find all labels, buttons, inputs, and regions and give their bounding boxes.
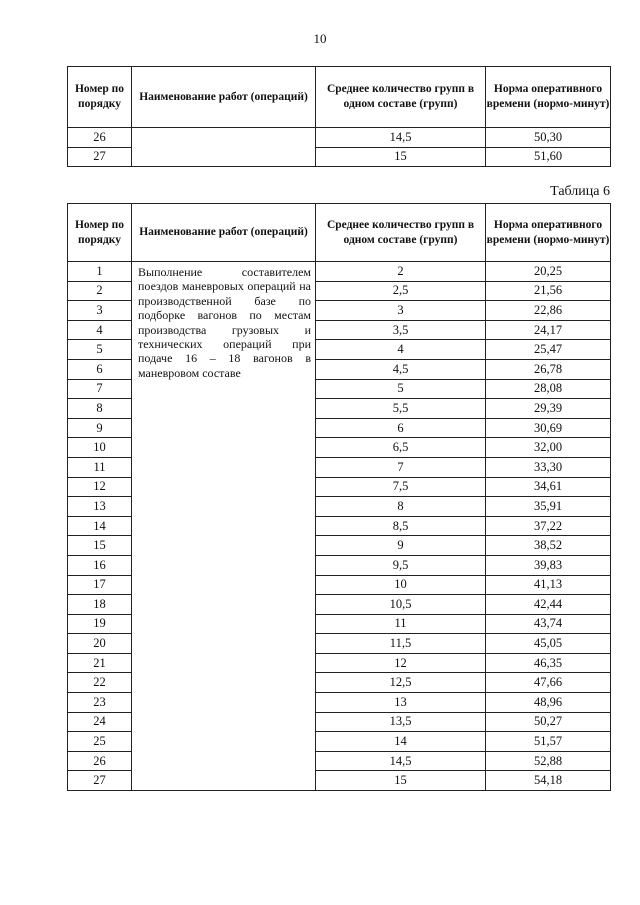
header-avg-groups: Среднее количество групп в одном составе (групп) — [316, 204, 486, 262]
avg-groups-value: 7 — [316, 457, 486, 477]
header-norm-time: Норма оперативного времени (нормо-минут) — [486, 204, 611, 262]
avg-groups-value: 8 — [316, 497, 486, 517]
continued-table-body — [68, 128, 611, 167]
norm-time-value: 52,88 — [486, 751, 611, 771]
work-description — [132, 128, 316, 167]
row-number: 17 — [68, 575, 132, 595]
norm-time-value: 54,18 — [486, 771, 611, 791]
avg-groups-value: 8,5 — [316, 516, 486, 536]
avg-groups-value: 9,5 — [316, 555, 486, 575]
norm-time-value: 21,56 — [486, 281, 611, 301]
avg-groups-value: 3 — [316, 301, 486, 321]
header-number: Номер по порядку — [68, 67, 132, 128]
norm-time-value: 29,39 — [486, 399, 611, 419]
norm-time-value: 24,17 — [486, 320, 611, 340]
row-number: 1 — [68, 262, 132, 282]
norm-time-value: 37,22 — [486, 516, 611, 536]
avg-groups-value: 5 — [316, 379, 486, 399]
continued-table — [67, 66, 611, 167]
row-number: 12 — [68, 477, 132, 497]
table-row — [68, 262, 611, 282]
header-work-name: Наименование работ (операций) — [132, 67, 316, 128]
norm-time-value: 48,96 — [486, 693, 611, 713]
row-number: 22 — [68, 673, 132, 693]
row-number: 26 — [68, 751, 132, 771]
avg-groups-value: 14,5 — [316, 751, 486, 771]
norm-time-value: 42,44 — [486, 595, 611, 615]
row-number: 18 — [68, 595, 132, 615]
table-row — [68, 128, 611, 148]
row-number: 26 — [68, 128, 132, 148]
header-avg-groups: Среднее количество групп в одном составе (групп) — [316, 67, 486, 128]
avg-groups-value: 4 — [316, 340, 486, 360]
avg-groups-value: 5,5 — [316, 399, 486, 419]
avg-groups-value: 15 — [316, 147, 486, 167]
avg-groups-value: 13 — [316, 693, 486, 713]
avg-groups-value: 15 — [316, 771, 486, 791]
avg-groups-value: 11,5 — [316, 634, 486, 654]
row-number: 27 — [68, 147, 132, 167]
norm-time-value: 50,30 — [486, 128, 611, 148]
page-number: 10 — [313, 31, 327, 46]
row-number: 21 — [68, 653, 132, 673]
avg-groups-value: 9 — [316, 536, 486, 556]
avg-groups-value: 2 — [316, 262, 486, 282]
header-work-name: Наименование работ (операций) — [132, 204, 316, 262]
header-row — [68, 67, 611, 128]
row-number: 11 — [68, 457, 132, 477]
header-row — [68, 204, 611, 262]
norm-time-value: 28,08 — [486, 379, 611, 399]
row-number: 24 — [68, 712, 132, 732]
row-number: 4 — [68, 320, 132, 340]
avg-groups-value: 14,5 — [316, 128, 486, 148]
norm-time-value: 46,35 — [486, 653, 611, 673]
norm-time-value: 20,25 — [486, 262, 611, 282]
norm-time-value: 34,61 — [486, 477, 611, 497]
norm-time-value: 35,91 — [486, 497, 611, 517]
avg-groups-value: 10 — [316, 575, 486, 595]
norm-time-value: 41,13 — [486, 575, 611, 595]
row-number: 27 — [68, 771, 132, 791]
avg-groups-value: 7,5 — [316, 477, 486, 497]
norm-time-value: 43,74 — [486, 614, 611, 634]
norm-time-value: 50,27 — [486, 712, 611, 732]
row-number: 23 — [68, 693, 132, 713]
norm-time-value: 38,52 — [486, 536, 611, 556]
norm-time-value: 45,05 — [486, 634, 611, 654]
header-norm-time: Норма оперативного времени (нормо-минут) — [486, 67, 611, 128]
row-number: 6 — [68, 359, 132, 379]
avg-groups-value: 4,5 — [316, 359, 486, 379]
row-number: 14 — [68, 516, 132, 536]
row-number: 7 — [68, 379, 132, 399]
row-number: 3 — [68, 301, 132, 321]
row-number: 13 — [68, 497, 132, 517]
row-number: 2 — [68, 281, 132, 301]
avg-groups-value: 12,5 — [316, 673, 486, 693]
table-6-body — [68, 262, 611, 791]
avg-groups-value: 3,5 — [316, 320, 486, 340]
row-number: 5 — [68, 340, 132, 360]
row-number: 10 — [68, 438, 132, 458]
norm-time-value: 39,83 — [486, 555, 611, 575]
norm-time-value: 30,69 — [486, 418, 611, 438]
table-6 — [67, 203, 611, 791]
avg-groups-value: 12 — [316, 653, 486, 673]
norm-time-value: 26,78 — [486, 359, 611, 379]
work-description: Выполнение составителем поездов маневровых операций на производственной базе по подборке вагонов по местам производства грузовых и технических операций при подаче 16 – 18 вагонов в маневровом составе — [132, 262, 316, 791]
row-number: 20 — [68, 634, 132, 654]
row-number: 25 — [68, 732, 132, 752]
norm-time-value: 32,00 — [486, 438, 611, 458]
norm-time-value: 51,57 — [486, 732, 611, 752]
avg-groups-value: 2,5 — [316, 281, 486, 301]
avg-groups-value: 14 — [316, 732, 486, 752]
avg-groups-value: 6 — [316, 418, 486, 438]
norm-time-value: 22,86 — [486, 301, 611, 321]
norm-time-value: 47,66 — [486, 673, 611, 693]
row-number: 15 — [68, 536, 132, 556]
avg-groups-value: 6,5 — [316, 438, 486, 458]
row-number: 19 — [68, 614, 132, 634]
row-number: 8 — [68, 399, 132, 419]
avg-groups-value: 10,5 — [316, 595, 486, 615]
header-number: Номер по порядку — [68, 204, 132, 262]
norm-time-value: 25,47 — [486, 340, 611, 360]
row-number: 9 — [68, 418, 132, 438]
avg-groups-value: 13,5 — [316, 712, 486, 732]
avg-groups-value: 11 — [316, 614, 486, 634]
row-number: 16 — [68, 555, 132, 575]
table-caption: Таблица 6 — [550, 184, 610, 199]
norm-time-value: 33,30 — [486, 457, 611, 477]
norm-time-value: 51,60 — [486, 147, 611, 167]
